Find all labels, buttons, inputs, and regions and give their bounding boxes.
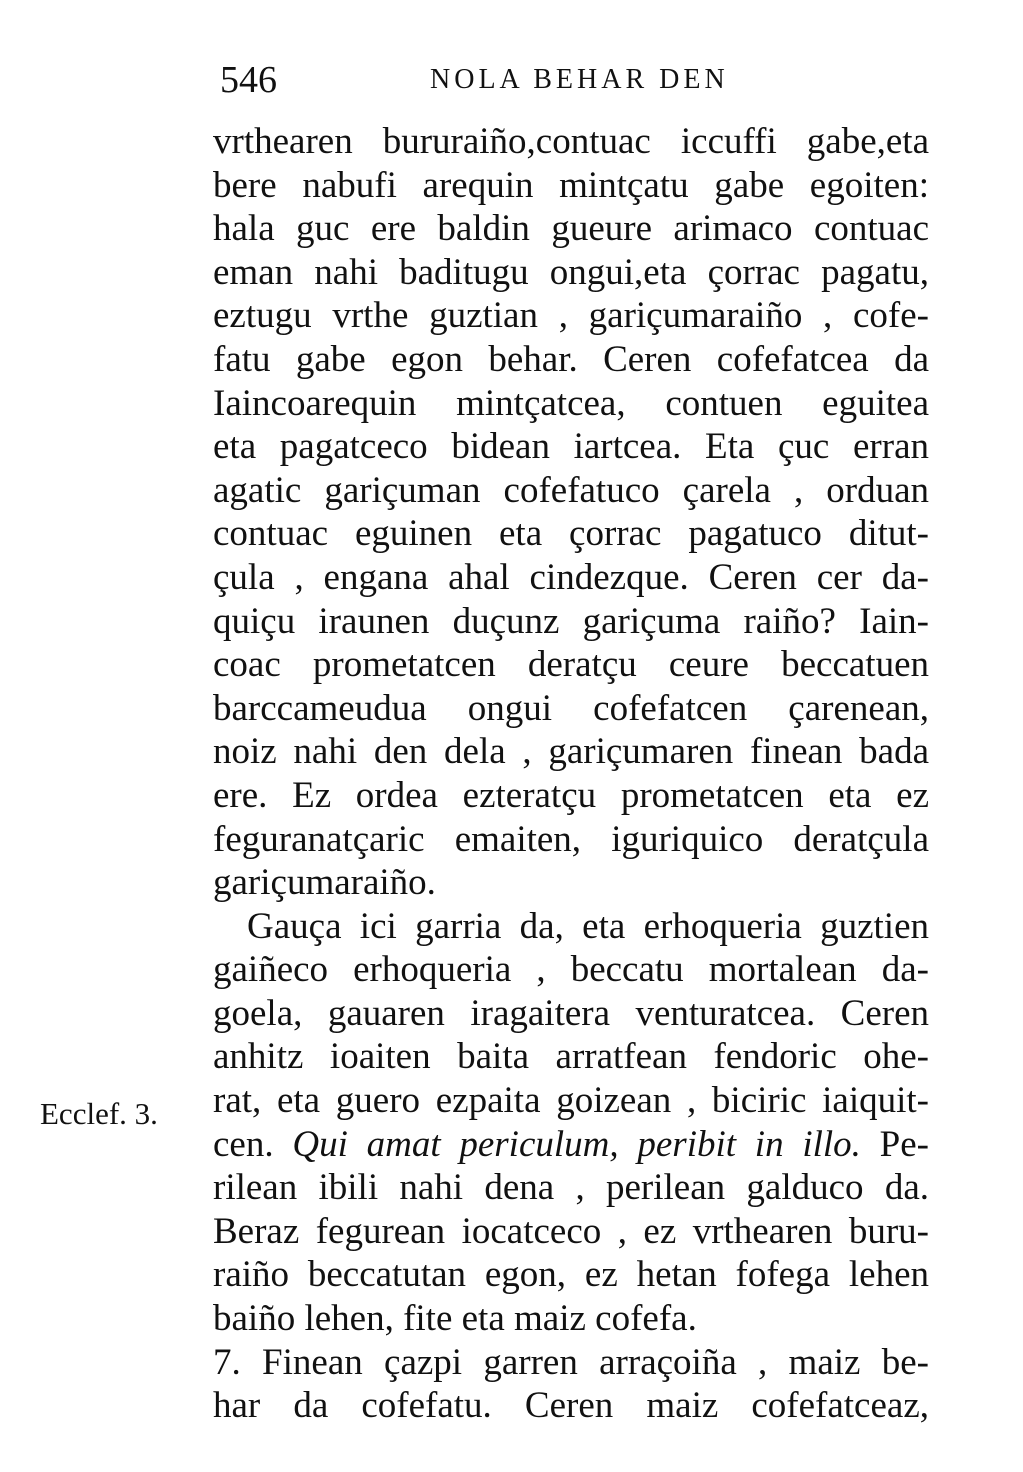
text-line: bere nabufi arequin mintçatu gabe egoiten:: [213, 164, 929, 206]
text-line: Gauça ici garria da, eta erhoqueria guztien: [247, 905, 929, 947]
text-line: rilean ibili nahi dena , perilean galduco da.: [213, 1167, 929, 1209]
body-text: [213, 120, 929, 1428]
text-line: Iaincoarequin mintçatcea, contuen eguitea: [213, 382, 929, 424]
quote-trail: Pe-: [879, 1123, 929, 1165]
text-line: Beraz fegurean iocatceco , ez vrthearen buru-: [213, 1210, 929, 1252]
page-number: 546: [220, 59, 277, 101]
text-line: fatu gabe egon behar. Ceren cofefatcea da: [213, 338, 929, 380]
paragraph-1: [213, 120, 929, 905]
text-line: eta pagatceco bidean iartcea. Eta çuc erran: [213, 426, 929, 468]
text-line: baiño lehen, fite eta maiz cofefa.: [213, 1298, 697, 1340]
text-line: 7. Finean çazpi garren arraçoiña , maiz be-: [213, 1341, 929, 1383]
latin-quotation: Qui amat periculum, peribit in illo.: [292, 1123, 861, 1165]
text-line: gaiñeco erhoqueria , beccatu mortalean da-: [213, 949, 929, 991]
text-line: raiño beccatutan egon, ez hetan fofega lehen: [213, 1254, 929, 1296]
text-line: eztugu vrthe guztian , gariçumaraiño , cofe-: [213, 295, 929, 337]
text-line: noiz nahi den dela , gariçumaren finean bada: [213, 731, 929, 773]
quote-lead: cen.: [213, 1123, 274, 1165]
text-line: ere. Ez ordea ezteratçu prometatcen eta ez: [213, 774, 929, 816]
text-line: çula , engana ahal cindezque. Ceren cer da-: [213, 556, 929, 598]
text-line: barccameudua ongui cofefatcen çarenean,: [213, 687, 929, 729]
section-7: [213, 1341, 929, 1428]
text-line: vrthearen bururaiño,contuac iccuffi gabe,eta: [213, 121, 929, 162]
text-line: coac prometatcen deratçu ceure beccatuen: [213, 644, 929, 686]
text-line: hala guc ere baldin gueure arimaco contuac: [213, 208, 929, 250]
text-line: anhitz ioaiten baita arratfean fendoric ohe-: [213, 1036, 929, 1078]
text-line: rat, eta guero ezpaita goizean , biciric iaiquit-: [213, 1080, 929, 1122]
running-head: NOLA BEHAR DEN: [430, 64, 729, 95]
text-line: feguranatçaric emaiten, iguriquico deratçula: [213, 818, 929, 860]
text-line: har da cofefatu. Ceren maiz cofefatceaz,: [213, 1385, 929, 1427]
page-header: [0, 55, 1023, 105]
text-line: contuac eguinen eta çorrac pagatuco ditut-: [213, 513, 929, 555]
text-line: agatic gariçuman cofefatuco çarela , orduan: [213, 469, 929, 511]
text-line: goela, gauaren iragaitera venturatcea. Ceren: [213, 992, 929, 1034]
marginal-note: Ecclef. 3.: [40, 1096, 158, 1131]
text-line: eman nahi baditugu ongui,eta çorrac pagatu,: [213, 251, 929, 293]
latin-quote-line: [213, 1123, 929, 1167]
paragraph-2: [213, 905, 929, 1341]
text-line: quiçu iraunen duçunz gariçuma raiño? Iain-: [213, 600, 929, 642]
text-line: gariçumaraiño.: [213, 862, 436, 904]
